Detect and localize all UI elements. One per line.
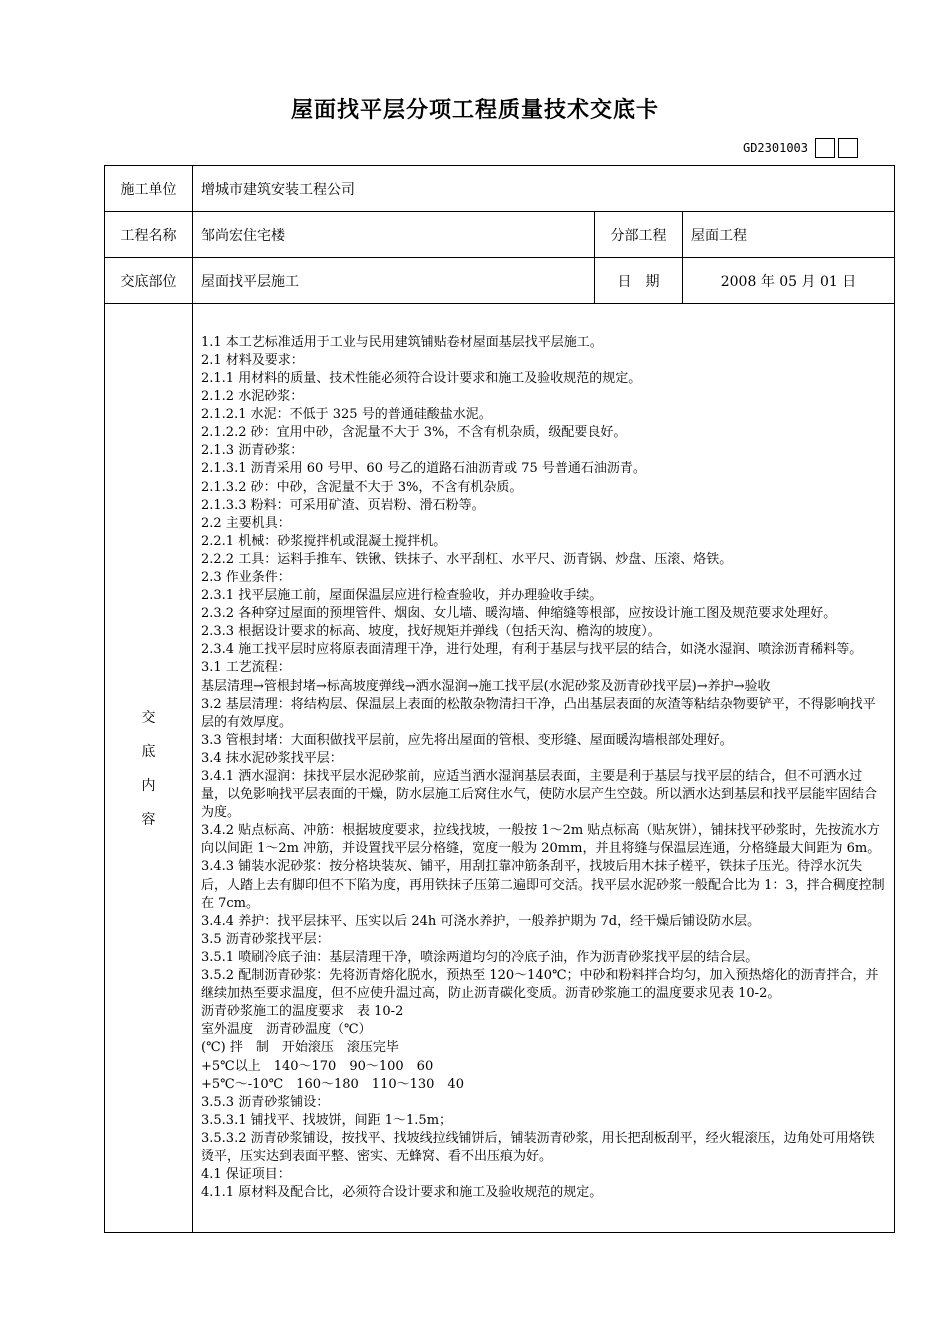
content-paragraph: 3.5.2 配制沥青砂浆：先将沥青熔化脱水，预热至 120～140℃；中砂和粉料拌合均匀，加入预热熔化的沥青拌合，并继续加热至要求温度，但不应使升温过高，防止沥青碳化变质。沥青砂浆施工的温度要求见表 10-2。 [201, 968, 879, 1002]
content-paragraph: +5℃～-10℃ 160～180 110～130 40 [201, 1076, 464, 1092]
content-paragraph: 2.3 作业条件： [201, 569, 291, 585]
row-unit [105, 166, 895, 212]
content-paragraph: 2.1.3.1 沥青采用 60 号甲、60 号乙的道路石油沥青或 75 号普通石油沥青。 [201, 461, 646, 477]
content-paragraph: 4.1.1 原材料及配合比，必须符合设计要求和施工及验收规范的规定。 [201, 1185, 603, 1201]
content-paragraph: 3.5 沥青砂浆找平层： [201, 931, 330, 947]
content-paragraph: 2.2 主要机具： [201, 515, 291, 531]
content-paragraph: 3.4.4 养护：找平层抹平、压实以后 24h 可浇水养护，一般养护期为 7d，经干燥后铺设防水层。 [201, 913, 761, 929]
content-paragraph: 2.1.3 沥青砂浆： [201, 443, 304, 459]
part-value: 屋面找平层施工 [193, 258, 595, 304]
part-label: 交底部位 [105, 258, 193, 304]
content-paragraph: 室外温度 沥青砂温度（℃） [201, 1022, 372, 1038]
content-paragraph: 2.1.3.2 砂：中砂，含泥量不大于 3%，不含有机杂质。 [201, 479, 523, 495]
content-paragraph: 3.5.3.1 铺找平、找坡饼，间距 1～1.5m； [201, 1112, 453, 1128]
project-value: 邹尚宏住宅楼 [193, 212, 595, 258]
code-box-2 [838, 138, 858, 158]
content-paragraph: 2.2.2 工具：运料手推车、铁锹、铁抹子、水平刮杠、水平尺、沥青锅、炒盘、压滚、烙铁。 [201, 551, 733, 567]
side-char: 容 [141, 812, 156, 828]
content-paragraph: 3.4.2 贴点标高、冲筋：根据坡度要求，拉线找坡，一般按 1～2m 贴点标高（贴灰饼），铺抹找平砂浆时，先按流水方向以间距 1～2m 冲筋，并设置找平层分格缝，宽度一般为 20mm，并且将缝与保温层连通，分格缝最大间距为 6m。 [201, 823, 881, 857]
content-paragraph: 4.1 保证项目： [201, 1167, 291, 1183]
project-label: 工程名称 [105, 212, 193, 258]
row-part [105, 258, 895, 304]
content-paragraph: 2.3.3 根据设计要求的标高、坡度，找好规矩并弹线（包括天沟、檐沟的坡度）。 [201, 624, 661, 640]
doc-code: GD2301003 [742, 141, 808, 155]
content-paragraph: 沥青砂浆施工的温度要求 表 10-2 [201, 1004, 404, 1020]
row-content [105, 304, 895, 1233]
content-body [193, 304, 895, 1233]
content-paragraph: 2.1.1 用材料的质量、技术性能必须符合设计要求和施工及验收规范的规定。 [201, 370, 642, 386]
content-paragraph: (℃) 拌 制 开始滚压 滚压完毕 [201, 1040, 399, 1056]
disclosure-card-table [104, 165, 895, 1233]
content-paragraph: 3.4.1 洒水湿润：抹找平层水泥砂浆前，应适当洒水湿润基层表面，主要是利于基层与找平层的结合，但不可洒水过量，以免影响找平层表面的干燥，防水层施工后窝住水气，使防水层产生空鼓。所以洒水达到基层和找平层能牢固结合为度。 [201, 769, 878, 821]
page-title: 屋面找平层分项工程质量技术交底卡 [290, 97, 659, 123]
content-paragraph: 2.1 材料及要求： [201, 352, 304, 368]
unit-value: 增城市建筑安装工程公司 [193, 166, 895, 212]
content-paragraph: 基层清理→管根封堵→标高坡度弹线→洒水湿润→施工找平层(水泥砂浆及沥青砂找平层)→养护→验收 [201, 678, 771, 694]
content-paragraph: 2.1.2 水泥砂浆： [201, 389, 304, 405]
date-value: 2008 年 05 月 01 日 [683, 258, 895, 304]
unit-label: 施工单位 [105, 166, 193, 212]
doc-code-area [700, 136, 858, 160]
content-paragraph: 3.4.3 铺装水泥砂浆：按分格块装灰、铺平，用刮扛靠冲筋条刮平，找坡后用木抹子槎平，铁抹子压光。待浮水沉失后，人踏上去有脚印但不下陷为度，再用铁抹子压第二遍即可交活。找平层水泥砂浆一般配合比为 1：3，拌合稠度控制在 7cm。 [201, 859, 885, 911]
content-paragraph: 2.3.2 各种穿过屋面的预埋管件、烟囱、女儿墙、暖沟墙、伸缩缝等根部，应按设计施工图及规范要求处理好。 [201, 606, 837, 622]
date-label: 日 期 [595, 258, 683, 304]
content-paragraph: 2.1.3.3 粉料：可采用矿渣、页岩粉、滑石粉等。 [201, 497, 485, 513]
content-side-label [105, 304, 193, 1233]
content-paragraph: 3.2 基层清理：将结构层、保温层上表面的松散杂物清扫干净，凸出基层表面的灰渣等粘结杂物要铲平，不得影响找平层的有效厚度。 [201, 696, 876, 730]
row-project [105, 212, 895, 258]
content-paragraph: 3.5.1 喷刷冷底子油：基层清理干净，喷涂两道均匀的冷底子油，作为沥青砂浆找平层的结合层。 [201, 949, 759, 965]
side-char: 交 [141, 710, 156, 726]
side-char: 内 [141, 778, 156, 794]
content-paragraph: 2.1.2.1 水泥：不低于 325 号的普通硅酸盐水泥。 [201, 407, 492, 423]
content-paragraph: 3.4 抹水泥砂浆找平层： [201, 750, 343, 766]
content-paragraph: 2.3.4 施工找平层时应将原表面清理干净，进行处理，有利于基层与找平层的结合，如浇水湿润、喷涂沥青稀料等。 [201, 642, 863, 658]
content-paragraph: 2.3.1 找平层施工前，屋面保温层应进行检查验收，并办理验收手续。 [201, 588, 603, 604]
side-char: 底 [141, 744, 156, 760]
content-paragraph: 2.1.2.2 砂：宜用中砂，含泥量不大于 3%，不含有机杂质，级配要良好。 [201, 425, 627, 441]
content-paragraph: 3.5.3.2 沥青砂浆铺设，按找平、找坡线拉线铺饼后，铺装沥青砂浆，用长把刮板刮平，经火辊滚压，边角处可用烙铁烫平，压实达到表面平整、密实、无蜂窝、看不出压痕为好。 [201, 1130, 875, 1164]
code-box-1 [815, 138, 835, 158]
content-paragraph: +5℃以上 140～170 90～100 60 [201, 1058, 434, 1074]
subproject-value: 屋面工程 [683, 212, 895, 258]
content-paragraph: 1.1 本工艺标准适用于工业与民用建筑铺贴卷材屋面基层找平层施工。 [201, 334, 603, 350]
content-paragraph: 3.5.3 沥青砂浆铺设： [201, 1094, 330, 1110]
content-paragraph: 3.3 管根封堵：大面积做找平层前，应先将出屋面的管根、变形缝、屋面暖沟墙根部处理好。 [201, 732, 733, 748]
content-paragraph: 2.2.1 机械：砂浆搅拌机或混凝土搅拌机。 [201, 533, 447, 549]
subproject-label: 分部工程 [595, 212, 683, 258]
content-text [201, 334, 886, 1203]
content-paragraph: 3.1 工艺流程： [201, 660, 291, 676]
